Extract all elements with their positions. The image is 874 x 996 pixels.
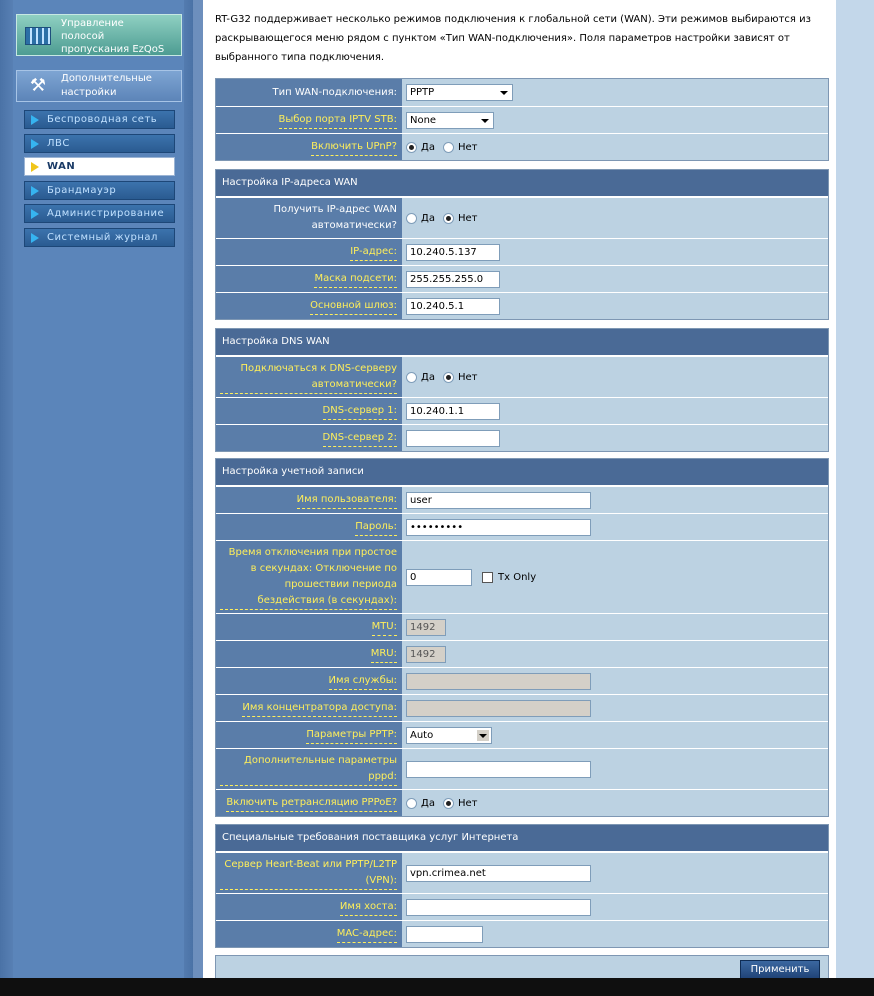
ip-address-label: IP-адрес: [216, 239, 402, 265]
heartbeat-input[interactable]: vpn.crimea.net [406, 865, 591, 882]
sidebar-item-wan[interactable] [24, 157, 175, 176]
sidebar-item-label: Системный журнал [47, 231, 158, 243]
concentrator-input[interactable] [406, 700, 591, 717]
dns-auto-label: Подключаться к DNS-серверу автоматически? [216, 357, 402, 397]
account-table [215, 458, 829, 817]
intro-text: RT-G32 поддерживает несколько режимов подключения к глобальной сети (WAN). Эти режимов выбираются из раскрывающегося меню рядом с пунктом «Тип WAN-подключения». Поля параметров настройки зависят от выбранного типа подключения. [215, 14, 811, 63]
pppd-input[interactable] [406, 761, 591, 778]
mtu-row [216, 613, 828, 640]
dns-table [215, 328, 829, 452]
gateway-input[interactable]: 10.240.5.1 [406, 298, 500, 315]
arrow-icon [31, 162, 39, 172]
sidebar-item-administration[interactable] [24, 204, 175, 223]
isp-table [215, 824, 829, 948]
no-label: Нет [457, 371, 478, 383]
subnet-mask-row [216, 265, 828, 292]
advanced-settings-header[interactable] [16, 70, 182, 102]
ip-auto-label: Получить IP-адрес WAN автоматически? [216, 198, 402, 238]
chevron-down-icon [500, 91, 508, 95]
mru-label: MRU: [216, 641, 402, 667]
subnet-mask-label: Маска подсети: [216, 266, 402, 292]
upnp-label: Включить UPnP? [216, 134, 402, 160]
idle-label: Время отключения при простое в секундах: Отключение по прошествии периода бездействия (в секундах): [216, 541, 402, 613]
wan-type-table [215, 78, 829, 161]
upnp-no-radio[interactable] [443, 142, 454, 153]
sidebar-item-label: ЛВС [47, 137, 70, 149]
chevron-down-icon [481, 119, 489, 123]
arrow-icon [31, 209, 39, 219]
concentrator-row [216, 694, 828, 721]
dns2-input[interactable] [406, 430, 500, 447]
iptv-port-select[interactable]: None [406, 112, 494, 129]
sidebar-item-label: WAN [47, 161, 76, 172]
yes-label: Да [421, 797, 435, 809]
iptv-row [216, 106, 828, 133]
gateway-label: Основной шлюз: [216, 293, 402, 319]
mru-row [216, 640, 828, 667]
username-input[interactable]: user [406, 492, 591, 509]
username-label: Имя пользователя: [216, 487, 402, 513]
relay-yes-radio[interactable] [406, 798, 417, 809]
no-label: Нет [457, 141, 478, 153]
advanced-settings-label: Дополнительные настройки [61, 73, 152, 98]
pptp-label: Параметры PPTP: [216, 722, 402, 748]
right-strip [836, 0, 874, 978]
idle-input[interactable]: 0 [406, 569, 472, 586]
hostname-label: Имя хоста: [216, 894, 402, 920]
taskbar [0, 978, 874, 996]
mac-input[interactable] [406, 926, 483, 943]
ip-auto-yes-radio[interactable] [406, 213, 417, 224]
tools-icon: ⚒ [29, 75, 47, 96]
password-input[interactable]: ••••••••• [406, 519, 591, 536]
service-input[interactable] [406, 673, 591, 690]
mru-input[interactable]: 1492 [406, 646, 446, 663]
no-label: Нет [457, 797, 478, 809]
heartbeat-label: Сервер Heart-Beat или PPTP/L2TP (VPN): [216, 853, 402, 893]
service-label: Имя службы: [216, 668, 402, 694]
subnet-mask-input[interactable]: 255.255.255.0 [406, 271, 500, 288]
sidebar-item-wireless[interactable] [24, 110, 175, 129]
ip-auto-no-radio[interactable] [443, 213, 454, 224]
dns1-input[interactable]: 10.240.1.1 [406, 403, 500, 420]
sidebar-menu [24, 110, 175, 251]
dns2-label: DNS-сервер 2: [216, 425, 402, 451]
wan-ip-table [215, 169, 829, 320]
isp-header: Специальные требования поставщика услуг Интернета [216, 825, 828, 852]
column-gap [193, 0, 203, 978]
dns-auto-no-radio[interactable] [443, 372, 454, 383]
apply-button[interactable]: Применить [740, 960, 820, 980]
gateway-row [216, 292, 828, 319]
ezqos-label: Управление полосой пропускания EzQoS [61, 18, 165, 55]
mac-row [216, 920, 828, 947]
dns1-row [216, 397, 828, 424]
qos-icon [25, 27, 51, 45]
yes-label: Да [421, 141, 435, 153]
concentrator-label: Имя концентратора доступа: [216, 695, 402, 721]
heartbeat-row [216, 852, 828, 893]
dns2-row [216, 424, 828, 451]
idle-row [216, 540, 828, 613]
ip-auto-row [216, 197, 828, 238]
relay-no-radio[interactable] [443, 798, 454, 809]
yes-label: Да [421, 212, 435, 224]
ezqos-button[interactable] [16, 14, 182, 56]
wan-ip-header: Настройка IP-адреса WAN [216, 170, 828, 197]
sidebar-item-label: Брандмауэр [47, 184, 117, 196]
mtu-input[interactable]: 1492 [406, 619, 446, 636]
dns1-label: DNS-сервер 1: [216, 398, 402, 424]
main-content [203, 0, 836, 978]
dns-auto-row [216, 356, 828, 397]
no-label: Нет [457, 212, 478, 224]
ip-address-row [216, 238, 828, 265]
tx-only-checkbox[interactable] [482, 572, 493, 583]
password-label: Пароль: [216, 514, 402, 540]
sidebar-item-firewall[interactable] [24, 181, 175, 200]
password-row [216, 513, 828, 540]
arrow-icon [31, 186, 39, 196]
sidebar-item-label: Администрирование [47, 208, 165, 219]
ip-address-input[interactable]: 10.240.5.137 [406, 244, 500, 261]
dns-auto-yes-radio[interactable] [406, 372, 417, 383]
wan-type-label: Тип WAN-подключения: [216, 79, 402, 106]
mac-label: MAC-адрес: [216, 921, 402, 947]
username-row [216, 486, 828, 513]
pppoe-relay-row [216, 789, 828, 816]
pptp-row [216, 721, 828, 748]
sidebar-item-system-log[interactable] [24, 228, 175, 247]
sidebar-item-lan[interactable] [24, 134, 175, 153]
tx-only-label: Tx Only [498, 571, 537, 583]
sidebar-item-label: Беспроводная сеть [47, 114, 158, 125]
account-header: Настройка учетной записи [216, 459, 828, 486]
arrow-icon [31, 139, 39, 149]
iptv-label: Выбор порта IPTV STB: [216, 107, 402, 133]
wan-type-row [216, 79, 828, 106]
upnp-row [216, 133, 828, 160]
dns-header: Настройка DNS WAN [216, 329, 828, 356]
pptp-options-select[interactable]: Auto [406, 727, 492, 744]
hostname-input[interactable] [406, 899, 591, 916]
upnp-yes-radio[interactable] [406, 142, 417, 153]
chevron-down-icon [477, 730, 489, 741]
hostname-row [216, 893, 828, 920]
pppoe-relay-label: Включить ретрансляцию PPPoE? [216, 790, 402, 816]
service-row [216, 667, 828, 694]
pppd-label: Дополнительные параметры pppd: [216, 749, 402, 789]
mtu-label: MTU: [216, 614, 402, 640]
pppd-row [216, 748, 828, 789]
wan-type-select[interactable]: PPTP [406, 84, 513, 101]
yes-label: Да [421, 371, 435, 383]
arrow-icon [31, 233, 39, 243]
arrow-icon [31, 115, 39, 125]
left-panel [0, 0, 193, 978]
